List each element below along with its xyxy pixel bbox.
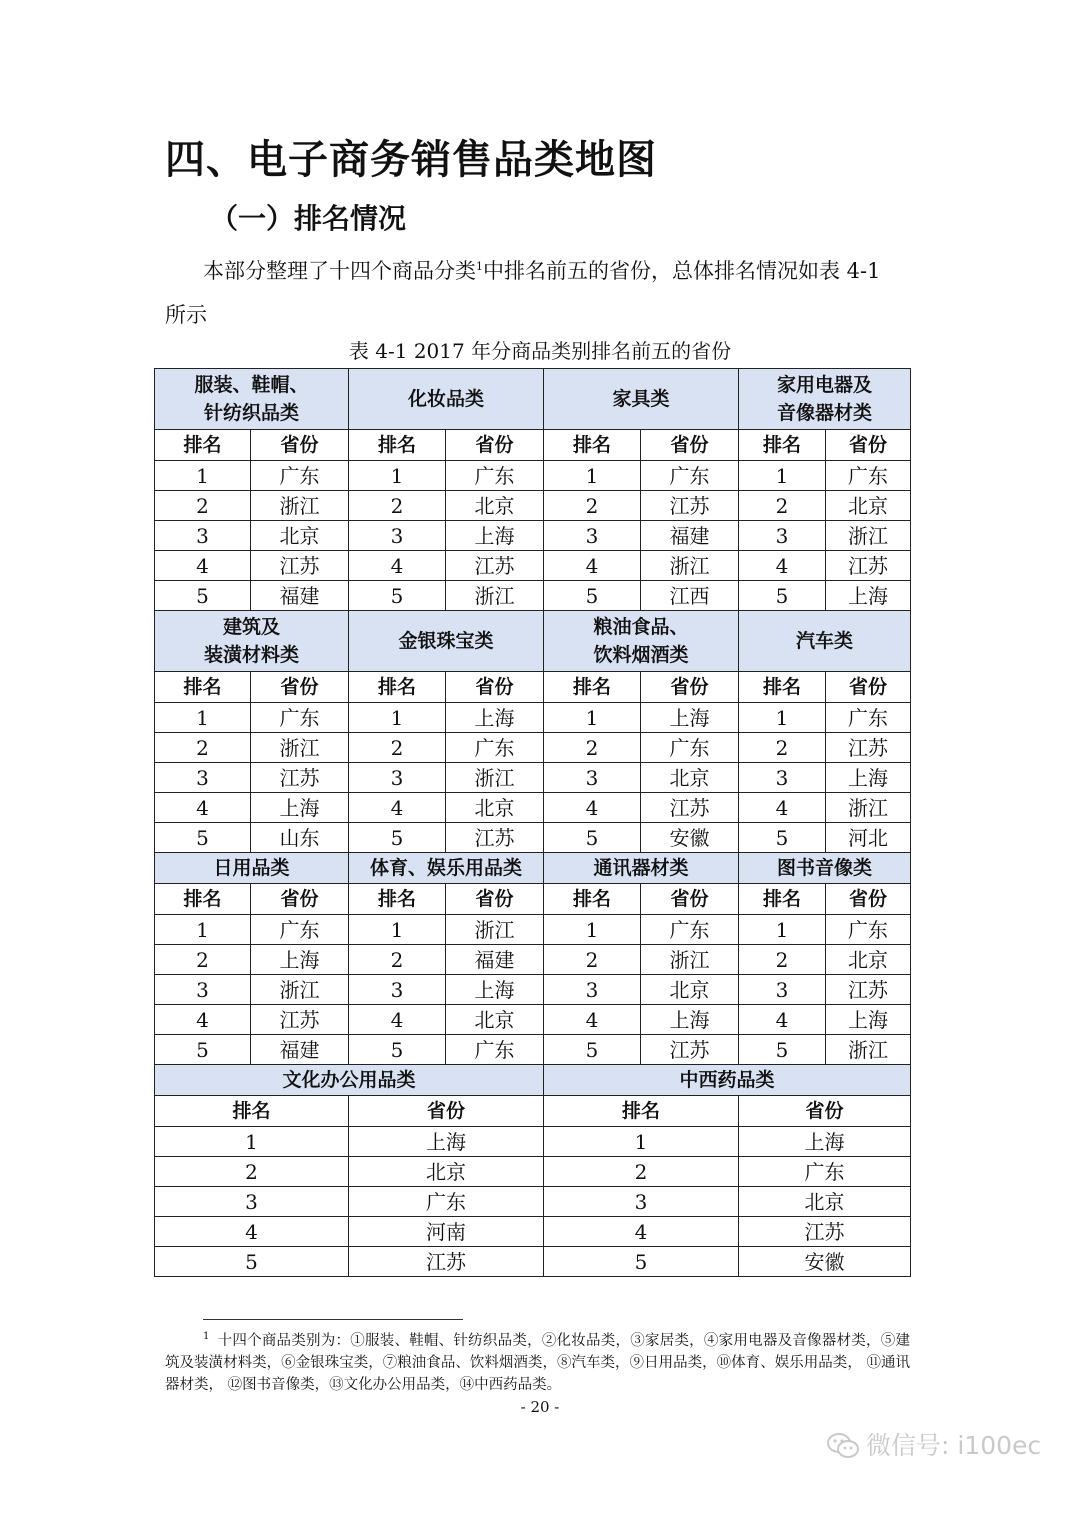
- province-cell: 江苏: [641, 491, 739, 521]
- rank-cell: 1: [739, 915, 826, 945]
- province-cell: 广东: [251, 915, 349, 945]
- province-cell: 江苏: [251, 551, 349, 581]
- rank-cell: 1: [544, 915, 641, 945]
- rank-column-header: 排名: [739, 884, 826, 915]
- rank-cell: 3: [155, 1187, 349, 1217]
- rank-cell: 2: [544, 491, 641, 521]
- category-header: [349, 611, 544, 672]
- province-cell: 浙江: [641, 945, 739, 975]
- rank-cell: 4: [349, 793, 446, 823]
- category-label-line: 体育、娱乐用品类: [370, 857, 523, 879]
- category-label-line: 粮油食品、: [593, 616, 689, 638]
- province-column-header: 省份: [349, 1096, 544, 1127]
- intro-paragraph-continued: 所示: [165, 303, 207, 327]
- rank-cell: 3: [739, 975, 826, 1005]
- rank-cell: 2: [349, 491, 446, 521]
- rank-cell: 2: [544, 945, 641, 975]
- rank-cell: 2: [739, 945, 826, 975]
- province-cell: 北京: [641, 975, 739, 1005]
- province-cell: 上海: [446, 703, 544, 733]
- category-label-line: 通讯器材类: [593, 857, 689, 879]
- intro-text-after-note: 中排名前五的省份，总体排名情况如表 4-1: [483, 259, 881, 283]
- province-cell: 广东: [349, 1187, 544, 1217]
- category-header: [544, 853, 739, 884]
- rank-cell: 1: [155, 461, 251, 491]
- category-label-line: 文化办公用品类: [282, 1069, 416, 1091]
- rank-cell: 3: [155, 521, 251, 551]
- footnote-separator: [203, 1319, 463, 1320]
- province-cell: 广东: [826, 915, 911, 945]
- province-cell: 福建: [251, 1035, 349, 1065]
- rank-cell: 3: [544, 1187, 739, 1217]
- rank-column-header: 排名: [739, 430, 826, 461]
- rank-cell: 2: [544, 733, 641, 763]
- rank-column-header: 排名: [155, 1096, 349, 1127]
- province-cell: 上海: [251, 945, 349, 975]
- category-header: [739, 853, 911, 884]
- subsection-heading: （一）排名情况: [210, 202, 407, 235]
- rank-cell: 1: [739, 703, 826, 733]
- rank-cell: 5: [739, 823, 826, 853]
- province-cell: 北京: [826, 491, 911, 521]
- rank-cell: 2: [349, 945, 446, 975]
- province-cell: 广东: [641, 915, 739, 945]
- watermark-text: 微信号: i100ec: [866, 1431, 1042, 1460]
- category-label-line: 家用电器及: [777, 374, 873, 396]
- category-header: [544, 611, 739, 672]
- category-row: [155, 1065, 911, 1096]
- rank-column-header: 排名: [349, 430, 446, 461]
- footnote-mark: 1: [203, 1331, 210, 1343]
- rank-column-header: 排名: [739, 672, 826, 703]
- province-cell: 广东: [641, 733, 739, 763]
- rank-cell: 2: [155, 1157, 349, 1187]
- province-column-header: 省份: [641, 430, 739, 461]
- table-row: [155, 703, 911, 733]
- province-cell: 江苏: [251, 1005, 349, 1035]
- table-row: [155, 491, 911, 521]
- province-cell: 北京: [251, 521, 349, 551]
- province-cell: 福建: [251, 581, 349, 611]
- province-cell: 江苏: [826, 975, 911, 1005]
- province-cell: 浙江: [641, 551, 739, 581]
- province-cell: 上海: [446, 975, 544, 1005]
- province-cell: 广东: [446, 733, 544, 763]
- table-row: [155, 793, 911, 823]
- province-cell: 北京: [446, 793, 544, 823]
- province-cell: 安徽: [739, 1247, 911, 1277]
- province-cell: 江苏: [446, 551, 544, 581]
- province-cell: 山东: [251, 823, 349, 853]
- category-label-line: 建筑及: [223, 616, 281, 638]
- category-header: [155, 853, 349, 884]
- table-row: [155, 1127, 911, 1157]
- province-cell: 北京: [826, 945, 911, 975]
- province-cell: 浙江: [251, 491, 349, 521]
- column-header-row: [155, 672, 911, 703]
- rank-cell: 5: [155, 823, 251, 853]
- rank-cell: 1: [544, 1127, 739, 1157]
- table-row: [155, 1157, 911, 1187]
- province-column-header: 省份: [446, 884, 544, 915]
- rank-column-header: 排名: [544, 1096, 739, 1127]
- rank-column-header: 排名: [155, 672, 251, 703]
- category-label-line: 音像器材类: [777, 402, 873, 424]
- category-label-line: 图书音像类: [777, 857, 873, 879]
- province-cell: 浙江: [446, 915, 544, 945]
- province-cell: 福建: [641, 521, 739, 551]
- province-cell: 浙江: [446, 581, 544, 611]
- column-header-row: [155, 1096, 911, 1127]
- province-cell: 福建: [446, 945, 544, 975]
- table-row: [155, 551, 911, 581]
- province-column-header: 省份: [641, 884, 739, 915]
- rank-cell: 2: [155, 491, 251, 521]
- rank-cell: 5: [349, 823, 446, 853]
- section-heading: 四、电子商务销售品类地图: [165, 137, 657, 183]
- rank-cell: 5: [155, 1247, 349, 1277]
- category-row: [155, 853, 911, 884]
- rank-cell: 4: [349, 1005, 446, 1035]
- rank-cell: 3: [739, 763, 826, 793]
- footnote-reference[interactable]: 1: [476, 260, 483, 273]
- province-cell: 江苏: [641, 793, 739, 823]
- province-cell: 上海: [826, 581, 911, 611]
- province-cell: 浙江: [251, 733, 349, 763]
- category-label-line: 金银珠宝类: [398, 630, 494, 652]
- category-label-line: 服装、鞋帽、: [194, 374, 309, 396]
- table-row: [155, 823, 911, 853]
- province-column-header: 省份: [826, 672, 911, 703]
- province-cell: 广东: [826, 461, 911, 491]
- province-cell: 北京: [641, 763, 739, 793]
- rank-cell: 5: [155, 581, 251, 611]
- table-row: [155, 461, 911, 491]
- province-cell: 广东: [446, 1035, 544, 1065]
- rank-cell: 5: [739, 581, 826, 611]
- rank-cell: 4: [544, 551, 641, 581]
- table-row: [155, 975, 911, 1005]
- rank-cell: 3: [349, 521, 446, 551]
- province-column-header: 省份: [251, 430, 349, 461]
- rank-column-header: 排名: [544, 884, 641, 915]
- category-header: [155, 369, 349, 430]
- rank-cell: 2: [739, 733, 826, 763]
- category-label-line: 汽车类: [796, 630, 854, 652]
- rank-cell: 5: [544, 823, 641, 853]
- province-cell: 河北: [826, 823, 911, 853]
- province-cell: 江苏: [826, 551, 911, 581]
- province-cell: 上海: [446, 521, 544, 551]
- rank-cell: 3: [349, 975, 446, 1005]
- province-cell: 江苏: [739, 1217, 911, 1247]
- rank-column-header: 排名: [349, 672, 446, 703]
- category-row: [155, 369, 911, 430]
- rank-cell: 2: [739, 491, 826, 521]
- province-cell: 北京: [446, 1005, 544, 1035]
- province-cell: 浙江: [826, 793, 911, 823]
- category-header: [349, 853, 544, 884]
- rank-cell: 1: [349, 703, 446, 733]
- province-cell: 广东: [251, 703, 349, 733]
- table-row: [155, 1035, 911, 1065]
- category-label-line: 饮料烟酒类: [593, 644, 689, 666]
- category-header: [155, 1065, 544, 1096]
- rank-cell: 1: [155, 915, 251, 945]
- province-cell: 江苏: [446, 823, 544, 853]
- province-cell: 浙江: [446, 763, 544, 793]
- province-cell: 江西: [641, 581, 739, 611]
- rank-cell: 5: [349, 1035, 446, 1065]
- category-label-line: 中西药品类: [679, 1069, 775, 1091]
- rank-column-header: 排名: [155, 430, 251, 461]
- category-header: [349, 369, 544, 430]
- rank-column-header: 排名: [155, 884, 251, 915]
- rank-cell: 4: [739, 793, 826, 823]
- province-cell: 北京: [446, 491, 544, 521]
- table-row: [155, 733, 911, 763]
- province-cell: 安徽: [641, 823, 739, 853]
- province-column-header: 省份: [826, 430, 911, 461]
- ranking-table: [154, 368, 911, 1277]
- province-cell: 江苏: [349, 1247, 544, 1277]
- rank-cell: 1: [155, 703, 251, 733]
- table-row: [155, 945, 911, 975]
- table-row: [155, 1217, 911, 1247]
- category-header: [739, 369, 911, 430]
- category-label-line: 针纺织品类: [204, 402, 300, 424]
- province-cell: 浙江: [826, 1035, 911, 1065]
- category-label-line: 装潢材料类: [204, 644, 300, 666]
- rank-cell: 5: [349, 581, 446, 611]
- table-row: [155, 1005, 911, 1035]
- category-label-line: 家具类: [612, 388, 670, 410]
- rank-cell: 4: [739, 551, 826, 581]
- rank-cell: 2: [155, 733, 251, 763]
- rank-cell: 4: [155, 793, 251, 823]
- rank-cell: 1: [349, 915, 446, 945]
- rank-cell: 3: [544, 975, 641, 1005]
- rank-cell: 1: [544, 461, 641, 491]
- rank-cell: 3: [349, 763, 446, 793]
- category-row: [155, 611, 911, 672]
- province-cell: 北京: [349, 1157, 544, 1187]
- rank-cell: 4: [544, 793, 641, 823]
- category-label-line: 化妆品类: [408, 388, 485, 410]
- rank-cell: 1: [155, 1127, 349, 1157]
- table-row: [155, 581, 911, 611]
- footnote: [165, 1330, 910, 1396]
- rank-cell: 2: [155, 945, 251, 975]
- rank-cell: 3: [155, 975, 251, 1005]
- province-cell: 广东: [641, 461, 739, 491]
- province-cell: 广东: [739, 1157, 911, 1187]
- province-cell: 上海: [826, 763, 911, 793]
- province-cell: 广东: [826, 703, 911, 733]
- intro-text-before-note: 本部分整理了十四个商品分类: [203, 259, 476, 283]
- rank-cell: 5: [544, 581, 641, 611]
- rank-cell: 1: [544, 703, 641, 733]
- footnote-text: 十四个商品类别为：①服装、鞋帽、针纺织品类，②化妆品类，③家居类，④家用电器及音像器材类，⑤建筑及装潢材料类，⑥金银珠宝类，⑦粮油食品、饮料烟酒类，⑧汽车类，⑨日用品类，⑩体育、娱乐用品类， ⑪通讯器材类， ⑫图书音像类，⑬文化办公用品类，⑭中西药品类。: [165, 1333, 910, 1393]
- table-row: [155, 763, 911, 793]
- rank-column-header: 排名: [544, 672, 641, 703]
- province-cell: 上海: [349, 1127, 544, 1157]
- rank-cell: 1: [739, 461, 826, 491]
- rank-cell: 5: [739, 1035, 826, 1065]
- province-column-header: 省份: [251, 884, 349, 915]
- intro-paragraph: [203, 254, 881, 288]
- province-cell: 浙江: [826, 521, 911, 551]
- category-header: [739, 611, 911, 672]
- province-column-header: 省份: [446, 430, 544, 461]
- column-header-row: [155, 884, 911, 915]
- category-header: [155, 611, 349, 672]
- province-cell: 浙江: [251, 975, 349, 1005]
- rank-cell: 3: [739, 521, 826, 551]
- province-cell: 北京: [739, 1187, 911, 1217]
- wechat-icon: [826, 1432, 860, 1460]
- table-row: [155, 521, 911, 551]
- province-cell: 上海: [826, 1005, 911, 1035]
- rank-cell: 4: [544, 1005, 641, 1035]
- province-cell: 上海: [739, 1127, 911, 1157]
- province-cell: 广东: [251, 461, 349, 491]
- province-cell: 江苏: [826, 733, 911, 763]
- province-column-header: 省份: [641, 672, 739, 703]
- rank-cell: 4: [739, 1005, 826, 1035]
- rank-cell: 4: [155, 551, 251, 581]
- rank-column-header: 排名: [544, 430, 641, 461]
- province-column-header: 省份: [826, 884, 911, 915]
- category-header: [544, 1065, 911, 1096]
- table-row: [155, 915, 911, 945]
- rank-column-header: 排名: [349, 884, 446, 915]
- page-number: - 20 -: [520, 1398, 560, 1416]
- table-row: [155, 1247, 911, 1277]
- rank-cell: 5: [155, 1035, 251, 1065]
- province-column-header: 省份: [251, 672, 349, 703]
- rank-cell: 4: [544, 1217, 739, 1247]
- rank-cell: 4: [155, 1005, 251, 1035]
- table-caption: 表 4-1 2017 年分商品类别排名前五的省份: [348, 339, 732, 363]
- category-label-line: 日用品类: [213, 857, 290, 879]
- rank-cell: 2: [349, 733, 446, 763]
- province-column-header: 省份: [739, 1096, 911, 1127]
- table-row: [155, 1187, 911, 1217]
- rank-cell: 3: [155, 763, 251, 793]
- province-cell: 上海: [641, 703, 739, 733]
- rank-cell: 5: [544, 1035, 641, 1065]
- province-column-header: 省份: [446, 672, 544, 703]
- province-cell: 广东: [446, 461, 544, 491]
- province-cell: 江苏: [251, 763, 349, 793]
- province-cell: 上海: [641, 1005, 739, 1035]
- rank-cell: 5: [544, 1247, 739, 1277]
- rank-cell: 2: [544, 1157, 739, 1187]
- column-header-row: [155, 430, 911, 461]
- rank-cell: 3: [544, 763, 641, 793]
- rank-cell: 1: [349, 461, 446, 491]
- province-cell: 河南: [349, 1217, 544, 1247]
- province-cell: 江苏: [641, 1035, 739, 1065]
- rank-cell: 4: [349, 551, 446, 581]
- watermark: [826, 1428, 1041, 1464]
- province-cell: 上海: [251, 793, 349, 823]
- category-header: [544, 369, 739, 430]
- rank-cell: 4: [155, 1217, 349, 1247]
- rank-cell: 3: [544, 521, 641, 551]
